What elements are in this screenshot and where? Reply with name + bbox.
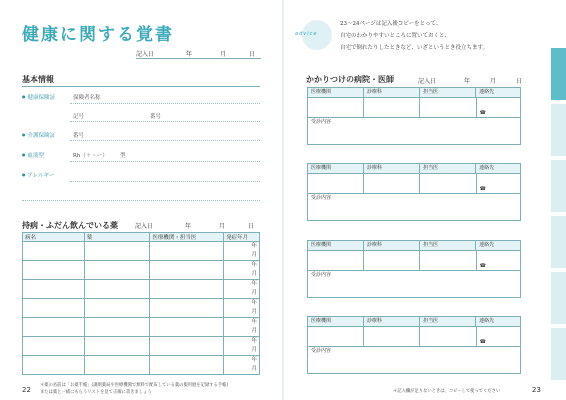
value-cell[interactable] [308, 327, 364, 346]
value-cell[interactable] [477, 327, 520, 346]
hospital-block-header [308, 164, 520, 174]
col-hospital: 医療機関 [308, 317, 364, 326]
allergy-line[interactable] [70, 181, 260, 182]
hospital-block [307, 87, 521, 145]
value-cell[interactable] [308, 251, 364, 270]
table-cell[interactable] [150, 299, 224, 318]
consult-label: 受診内容 [311, 348, 332, 354]
footnote-right: ＊記入欄が足りないときは、コピーして使ってください [393, 389, 501, 394]
consult-label: 受診内容 [311, 119, 332, 125]
footnote-1: ＊薬の名前は「お薬手帳」(調剤薬局や医療機関で無料で配布している薬の服用歴を記録する手帳) [40, 383, 229, 388]
table-row [23, 318, 260, 337]
table-cell[interactable] [23, 356, 85, 375]
side-tab-6[interactable] [551, 328, 566, 380]
value-cell[interactable] [364, 251, 420, 270]
value-cell[interactable] [477, 251, 520, 270]
allergy-label: ● アレルギー [22, 171, 55, 179]
col-department: 診療科 [364, 317, 420, 326]
table-cell[interactable] [23, 299, 85, 318]
insurer-name-label: 保険者名称 [73, 95, 101, 101]
value-cell[interactable] [477, 98, 520, 117]
health-insurance-label: ● 健康保険証 [22, 93, 55, 101]
value-cell[interactable] [364, 327, 420, 346]
table-cell[interactable] [150, 280, 224, 299]
onset-year: 年 [251, 243, 257, 249]
onset-year: 年 [251, 338, 257, 344]
consult-field[interactable] [308, 347, 520, 373]
col-department: 診療科 [364, 88, 420, 97]
table-cell[interactable] [84, 280, 150, 299]
advice-line-2: 自宅のわかりやすいところに置いておくと、 [340, 33, 451, 39]
onset-cell[interactable] [224, 261, 260, 280]
phone-icon: ☎ [479, 339, 486, 345]
onset-year: 年 [251, 319, 257, 325]
side-tab-5[interactable] [551, 272, 566, 324]
table-cell[interactable] [150, 242, 224, 261]
side-tab-3[interactable] [551, 160, 566, 212]
table-row [23, 337, 260, 356]
table-cell[interactable] [23, 280, 85, 299]
hospital-date-row: 記入日 年 月 日 [418, 78, 523, 85]
hospital-block-values [308, 251, 520, 271]
col-contact: 連絡先 [479, 89, 495, 95]
phone-icon: ☎ [479, 110, 486, 116]
table-cell[interactable] [84, 299, 150, 318]
table-row [23, 261, 260, 280]
table-cell[interactable] [23, 318, 85, 337]
hospital-block-header [308, 241, 520, 251]
col-hospital: 医療機関 [308, 164, 364, 173]
side-tab-1[interactable] [551, 48, 566, 100]
hospital-block [307, 163, 521, 221]
hospital-block-values [308, 98, 520, 118]
onset-month: 月 [251, 290, 257, 296]
table-cell[interactable] [23, 242, 85, 261]
table-row [23, 356, 260, 375]
symbol-label: 記号 [73, 114, 85, 120]
col-contact: 連絡先 [479, 165, 495, 171]
hospital-block [307, 316, 521, 374]
onset-month: 月 [251, 309, 257, 315]
col-contact: 連絡先 [479, 318, 495, 324]
care-insurance-label: ● 介護保険証 [22, 131, 55, 139]
col-department: 診療科 [364, 164, 420, 173]
value-cell[interactable] [420, 174, 476, 193]
hospital-title: かかりつけの病院・医師 [306, 74, 394, 84]
onset-month: 月 [251, 347, 257, 353]
allergy-line-2[interactable] [22, 200, 260, 201]
value-cell[interactable] [477, 174, 520, 193]
basic-info-title: 基本情報 [22, 74, 54, 84]
medication-table [22, 232, 260, 375]
footnote-2: または薬と一緒にもらうリストを見て正確に書きましょう [40, 390, 152, 395]
value-cell[interactable] [308, 98, 364, 117]
table-cell[interactable] [150, 337, 224, 356]
table-row [23, 242, 260, 261]
col-department: 診療科 [364, 241, 420, 250]
onset-month: 月 [251, 271, 257, 277]
onset-cell[interactable] [224, 299, 260, 318]
onset-cell[interactable] [224, 242, 260, 261]
col-provider: 医療機関・担当医 [150, 233, 224, 242]
page-number-left: 22 [22, 386, 31, 394]
col-doctor: 担当医 [420, 241, 476, 250]
page-number-right: 23 [532, 386, 541, 394]
title-underline [136, 58, 261, 59]
blood-type-unit: 型 [120, 153, 126, 159]
table-cell[interactable] [23, 337, 85, 356]
col-doctor: 担当医 [420, 88, 476, 97]
page-title: 健康に関する覚書 [22, 25, 174, 45]
hospital-block-values [308, 174, 520, 194]
insurer-line[interactable] [70, 103, 260, 104]
hospital-block-header [308, 88, 520, 98]
onset-cell[interactable] [224, 318, 260, 337]
table-row [23, 280, 260, 299]
table-cell[interactable] [84, 337, 150, 356]
col-hospital: 医療機関 [308, 241, 364, 250]
col-contact: 連絡先 [479, 242, 495, 248]
onset-cell[interactable] [224, 337, 260, 356]
onset-month: 月 [251, 252, 257, 258]
page-gutter [282, 0, 284, 400]
care-line[interactable] [70, 140, 260, 141]
side-tab-2[interactable] [551, 104, 566, 156]
phone-icon: ☎ [479, 263, 486, 269]
col-disease: 病名 [23, 233, 85, 242]
col-medicine: 薬 [84, 233, 150, 242]
onset-cell[interactable] [224, 356, 260, 375]
hospital-block-header [308, 317, 520, 327]
value-cell[interactable] [420, 251, 476, 270]
table-cell[interactable] [150, 318, 224, 337]
table-cell[interactable] [84, 261, 150, 280]
col-onset: 発症年月 [224, 233, 260, 242]
consult-label: 受診内容 [311, 272, 332, 278]
table-cell[interactable] [150, 261, 224, 280]
onset-month: 月 [251, 328, 257, 334]
table-row [23, 299, 260, 318]
value-cell[interactable] [364, 174, 420, 193]
table-cell[interactable] [23, 261, 85, 280]
onset-year: 年 [251, 357, 257, 363]
consult-field[interactable] [308, 194, 520, 220]
consult-label: 受診内容 [311, 195, 332, 201]
onset-year: 年 [251, 281, 257, 287]
side-tab-4[interactable] [551, 216, 566, 268]
consult-field[interactable] [308, 271, 520, 297]
col-hospital: 医療機関 [308, 88, 364, 97]
table-cell[interactable] [84, 356, 150, 375]
blood-line[interactable] [70, 161, 260, 162]
col-doctor: 担当医 [420, 317, 476, 326]
symbol-line[interactable] [70, 121, 260, 122]
consult-field[interactable] [308, 118, 520, 144]
onset-year: 年 [251, 262, 257, 268]
table-cell[interactable] [84, 242, 150, 261]
blood-type-label: ● 血液型 [22, 151, 44, 159]
meds-title: 持病・ふだん飲んでいる薬 [22, 220, 118, 230]
table-cell[interactable] [84, 318, 150, 337]
meds-date-row: 記入日 年 月 日 [135, 223, 255, 230]
value-cell[interactable] [420, 327, 476, 346]
hospital-block [307, 240, 521, 298]
value-cell[interactable] [308, 174, 364, 193]
divider [22, 86, 260, 87]
onset-cell[interactable] [224, 280, 260, 299]
col-doctor: 担当医 [420, 164, 476, 173]
value-cell[interactable] [364, 98, 420, 117]
advice-line-3: 自宅で倒れたりしたときなど、いざというとき役立ちます。 [340, 45, 489, 51]
rh-label: Rh（＋・ー） [73, 153, 108, 159]
table-cell[interactable] [150, 356, 224, 375]
advice-label: advice [295, 31, 318, 37]
phone-icon: ☎ [479, 186, 486, 192]
care-number-label: 番号 [73, 133, 85, 139]
onset-month: 月 [251, 366, 257, 372]
hospital-block-values [308, 327, 520, 347]
advice-line-1: 23〜24ページは記入後コピーをとって、 [340, 21, 442, 27]
onset-year: 年 [251, 300, 257, 306]
entry-date-row: 記入日 年 月 日 [136, 51, 256, 58]
number-label: 番号 [150, 114, 162, 120]
value-cell[interactable] [420, 98, 476, 117]
